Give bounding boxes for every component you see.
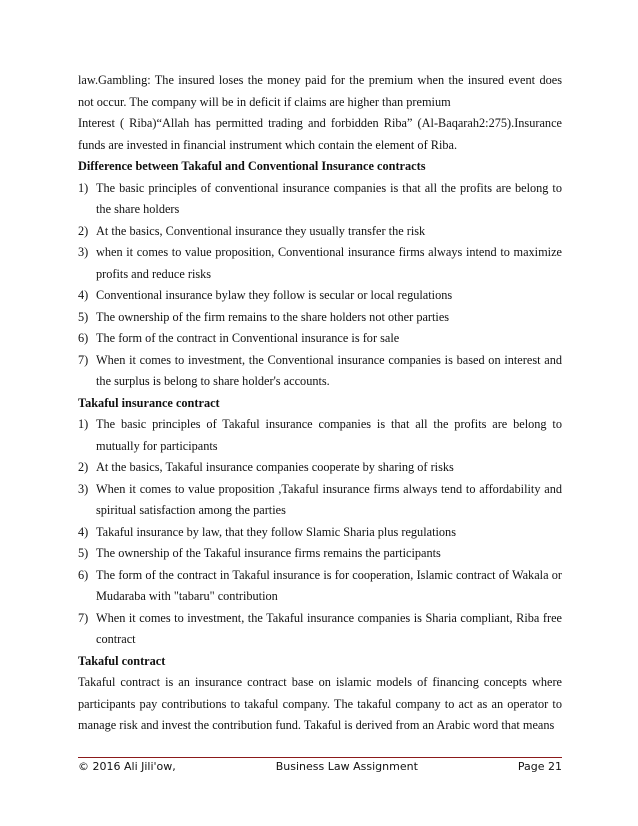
difference-heading: Difference between Takaful and Conventional Insurance contracts	[78, 159, 426, 173]
list-item: 7) When it comes to investment, the Conventional insurance companies is based on interest and the surplus is belong to share holder's accounts.	[78, 352, 562, 388]
footer-copyright: © 2016 Ali Jili'ow,	[78, 760, 176, 773]
list-item: 4) Conventional insurance bylaw they follow is secular or local regulations	[78, 288, 453, 302]
page-footer	[78, 757, 562, 773]
intro-paragraph-gambling: law.Gambling: The insured loses the money paid for the premium when the insured event does not occur. The company will be in deficit if claims are higher than premium	[78, 73, 562, 109]
list-item: 5) The ownership of the firm remains to the share holders not other parties	[78, 309, 450, 324]
footer-page-number: Page 21	[517, 760, 562, 773]
takaful-list	[78, 414, 562, 651]
takaful-contract-paragraph: Takaful contract is an insurance contract base on islamic models of financing concepts where participants pay contributions to takaful company. The takaful company to act as an operator to manage risk and invest the contribution fund. Takaful is derived from an Arabic word that means	[78, 675, 562, 732]
footer-title: Business Law Assignment	[275, 760, 418, 773]
list-item: 1) The basic principles of conventional insurance companies is that all the profits are belong to the share holders	[78, 180, 562, 216]
takaful-contract-heading: Takaful contract	[78, 653, 166, 668]
list-item: 6) The form of the contract in Conventional insurance is for sale	[78, 331, 400, 345]
list-item: 6) The form of the contract in Takaful insurance is for cooperation, Islamic contract of Wakala or Mudaraba with "tabaru" contribution	[78, 567, 562, 603]
list-item: 3) when it comes to value proposition, Conventional insurance firms always intend to maximize profits and reduce risks	[78, 245, 562, 281]
list-item: 3) When it comes to value proposition ,Takaful insurance firms always tend to affordability and spiritual satisfaction among the parties	[78, 481, 562, 517]
list-item: 4) Takaful insurance by law, that they follow Slamic Sharia plus regulations	[78, 524, 456, 539]
conventional-list	[78, 178, 562, 393]
list-item: 7) When it comes to investment, the Takaful insurance companies is Sharia compliant, Riba free contract	[78, 610, 562, 646]
document-page	[78, 70, 562, 737]
list-item: 5) The ownership of the Takaful insurance firms remains the participants	[78, 546, 441, 560]
list-item: 2) At the basics, Conventional insurance they usually transfer the risk	[78, 223, 426, 238]
intro-paragraph-riba: Interest ( Riba)“Allah has permitted trading and forbidden Riba” (Al-Baqarah2:275).Insurance funds are invested in financial instrument which contain the element of Riba.	[78, 116, 562, 152]
list-item: 1) The basic principles of Takaful insurance companies is that all the profits are belong to mutually for participants	[78, 417, 562, 453]
list-item: 2) At the basics, Takaful insurance companies cooperate by sharing of risks	[78, 460, 454, 474]
takaful-insurance-heading: Takaful insurance contract	[78, 395, 220, 410]
